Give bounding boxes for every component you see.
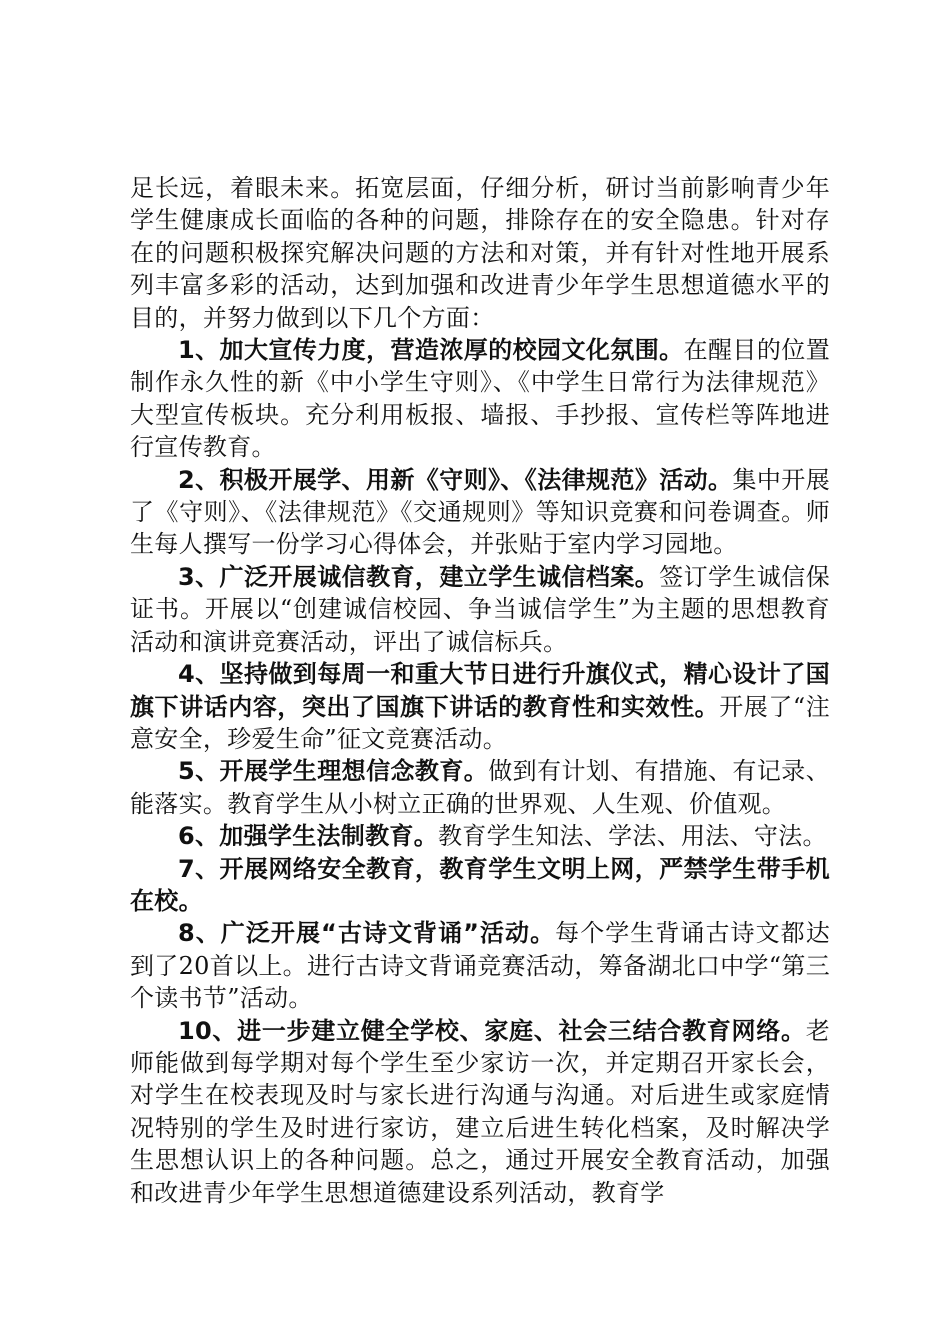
paragraph-item-6 (130, 820, 830, 852)
paragraph-text: 签订学生诚信保证书。开展以“创建诚信校园、争当诚信学生”为主题的思想教育活动和演讲竞赛活动，评出了诚信标兵。 (130, 562, 830, 656)
paragraph-heading: 7、开展网络安全教育，教育学生文明上网，严禁学生带手机在校。 (130, 854, 830, 915)
paragraph-text: 足长远，着眼未来。拓宽层面，仔细分析，研讨当前影响青少年学生健康成长面临的各种的问题，排除存在的安全隐患。针对存在的问题积极探究解决问题的方法和对策，并有针对性地开展系列丰富多彩的活动，达到加强和改进青少年学生思想道德水平的目的，并努力做到以下几个方面： (130, 174, 830, 332)
paragraph-item-3 (130, 561, 830, 658)
paragraph-text: 在醒目的位置制作永久性的新《中小学生守则》、《中学生日常行为法律规范》大型宣传板块。充分利用板报、墙报、手抄报、宣传栏等阵地进行宣传教育。 (130, 336, 830, 462)
paragraph-heading: 4、坚持做到每周一和重大节日进行升旗仪式，精心设计了国旗下讲话内容，突出了国旗下讲话的教育性和实效性。 (130, 660, 830, 721)
paragraph-heading: 2、积极开展学、用新《守则》、《法律规范》活动。 (178, 465, 733, 494)
paragraph-text: 集中开展了《守则》、《法律规范》《交通规则》等知识竞赛和问卷调查。师生每人撰写一份学习心得体会，并张贴于室内学习园地。 (130, 465, 830, 559)
paragraph-item-10 (130, 1015, 830, 1209)
paragraph-heading: 1、加大宣传力度，营造浓厚的校园文化氛围。 (178, 336, 684, 365)
paragraph-text: 教育学生知法、学法、用法、守法。 (438, 822, 827, 851)
paragraph-item-8 (130, 917, 830, 1014)
paragraph-heading: 10、进一步建立健全学校、家庭、社会三结合教育网络。 (178, 1016, 806, 1045)
paragraph-intro (130, 172, 830, 334)
paragraph-text: 每个学生背诵古诗文都达到了20首以上。进行古诗文背诵竞赛活动，筹备湖北口中学“第三个读书节”活动。 (130, 919, 830, 1013)
paragraph-text: 开展了“注意安全，珍爱生命”征文竞赛活动。 (130, 692, 830, 753)
paragraph-heading: 3、广泛开展诚信教育，建立学生诚信档案。 (178, 562, 660, 591)
paragraph-item-1 (130, 334, 830, 464)
document-body (130, 172, 830, 1209)
paragraph-heading: 6、加强学生法制教育。 (178, 822, 438, 851)
paragraph-item-5 (130, 755, 830, 820)
paragraph-item-4 (130, 658, 830, 755)
paragraph-text: 老师能做到每学期对每个学生至少家访一次，并定期召开家长会，对学生在校表现及时与家长进行沟通与沟通。对后进生或家庭情况特别的学生及时进行家访，建立后进生转化档案，及时解决学生思想认识上的各种问题。总之，通过开展安全教育活动，加强和改进青少年学生思想道德建设系列活动，教育学 (130, 1016, 830, 1207)
paragraph-item-2 (130, 464, 830, 561)
paragraph-heading: 8、广泛开展“古诗文背诵”活动。 (178, 919, 556, 948)
paragraph-text: 做到有计划、有措施、有记录、能落实。教育学生从小树立正确的世界观、人生观、价值观。 (130, 757, 830, 818)
paragraph-item-7 (130, 853, 830, 918)
paragraph-heading: 5、开展学生理想信念教育。 (178, 757, 489, 786)
